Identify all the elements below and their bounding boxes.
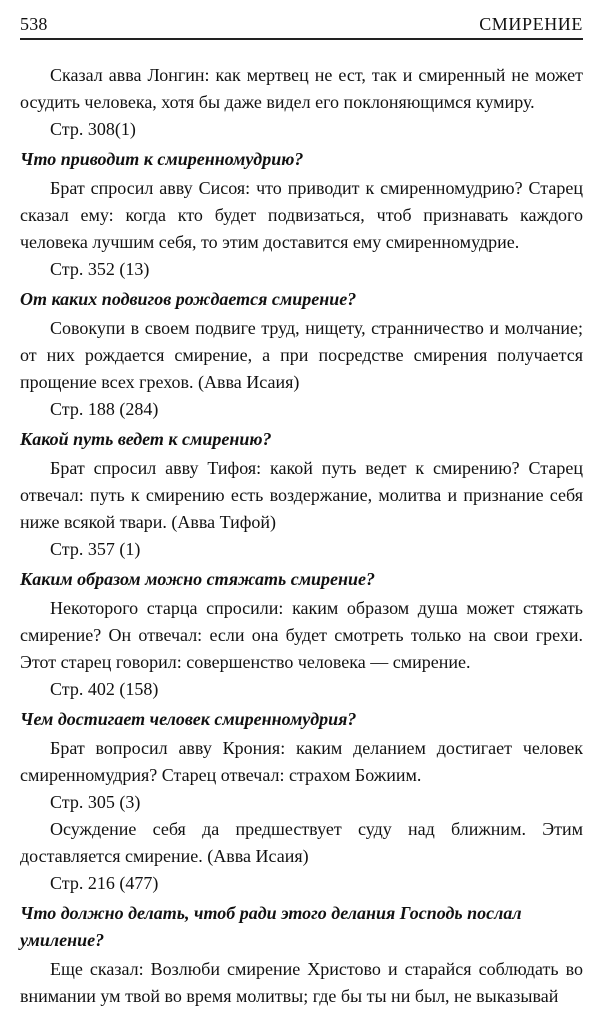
paragraph: Совокупи в своем подвиге труд, нищету, странничество и молчание; от них рождается смирение, а при посредстве смирения получается прощение всех грехов. (Авва Исаия) (20, 318, 583, 392)
source-reference: Стр. 352 (13) (50, 259, 150, 279)
source-reference: Стр. 402 (158) (50, 679, 159, 699)
source-reference: Стр. 357 (1) (50, 539, 141, 559)
source-reference: Стр. 308(1) (50, 119, 136, 139)
running-title: СМИРЕНИЕ (479, 14, 583, 34)
question-heading: От каких подвигов рождается смирение? (20, 289, 357, 309)
page-number: 538 (20, 14, 48, 34)
question-heading: Чем достигает человек смиренномудрия? (20, 709, 357, 729)
question-heading: Что должно делать, чтоб ради этого делания Господь послал умиление? (20, 903, 522, 950)
page-body (20, 62, 583, 1010)
paragraph: Сказал авва Лонгин: как мертвец не ест, так и смиренный не может осудить человека, хотя бы даже видел его поклоняющимся кумиру. (20, 65, 583, 112)
question-heading: Что приводит к смиренномудрию? (20, 149, 304, 169)
paragraph: Некоторого старца спросили: каким образом душа может стяжать смирение? Он отвечал: если она будет смотреть только на свои грехи. Этот старец говорил: совершенство человека — смирение. (20, 598, 583, 672)
paragraph: Брат спросил авву Сисоя: что приводит к смиренномудрию? Старец сказал ему: когда кто будет подвизаться, чтоб признавать каждого человека лучшим себя, то этим доставится ему смиренномудрие. (20, 178, 583, 252)
question-heading: Каким образом можно стяжать смирение? (20, 569, 376, 589)
source-reference: Стр. 188 (284) (50, 399, 159, 419)
paragraph: Брат вопросил авву Крония: каким деланием достигает человек смиренномудрия? Старец отвечал: страхом Божиим. (20, 738, 583, 785)
page-header (20, 8, 583, 40)
paragraph: Осуждение себя да предшествует суду над ближним. Этим доставляется смирение. (Авва Исаия) (20, 819, 583, 866)
source-reference: Стр. 305 (3) (50, 792, 141, 812)
source-reference: Стр. 216 (477) (50, 873, 159, 893)
paragraph: Брат спросил авву Тифоя: какой путь ведет к смирению? Старец отвечал: путь к смирению есть воздержание, молитва и признание себя ниже всякой твари. (Авва Тифой) (20, 458, 583, 532)
paragraph: Еще сказал: Возлюби смирение Христово и старайся соблюдать во внимании ум твой во время молитвы; где бы ты ни был, не выказывай (20, 959, 583, 1006)
question-heading: Какой путь ведет к смирению? (20, 429, 272, 449)
